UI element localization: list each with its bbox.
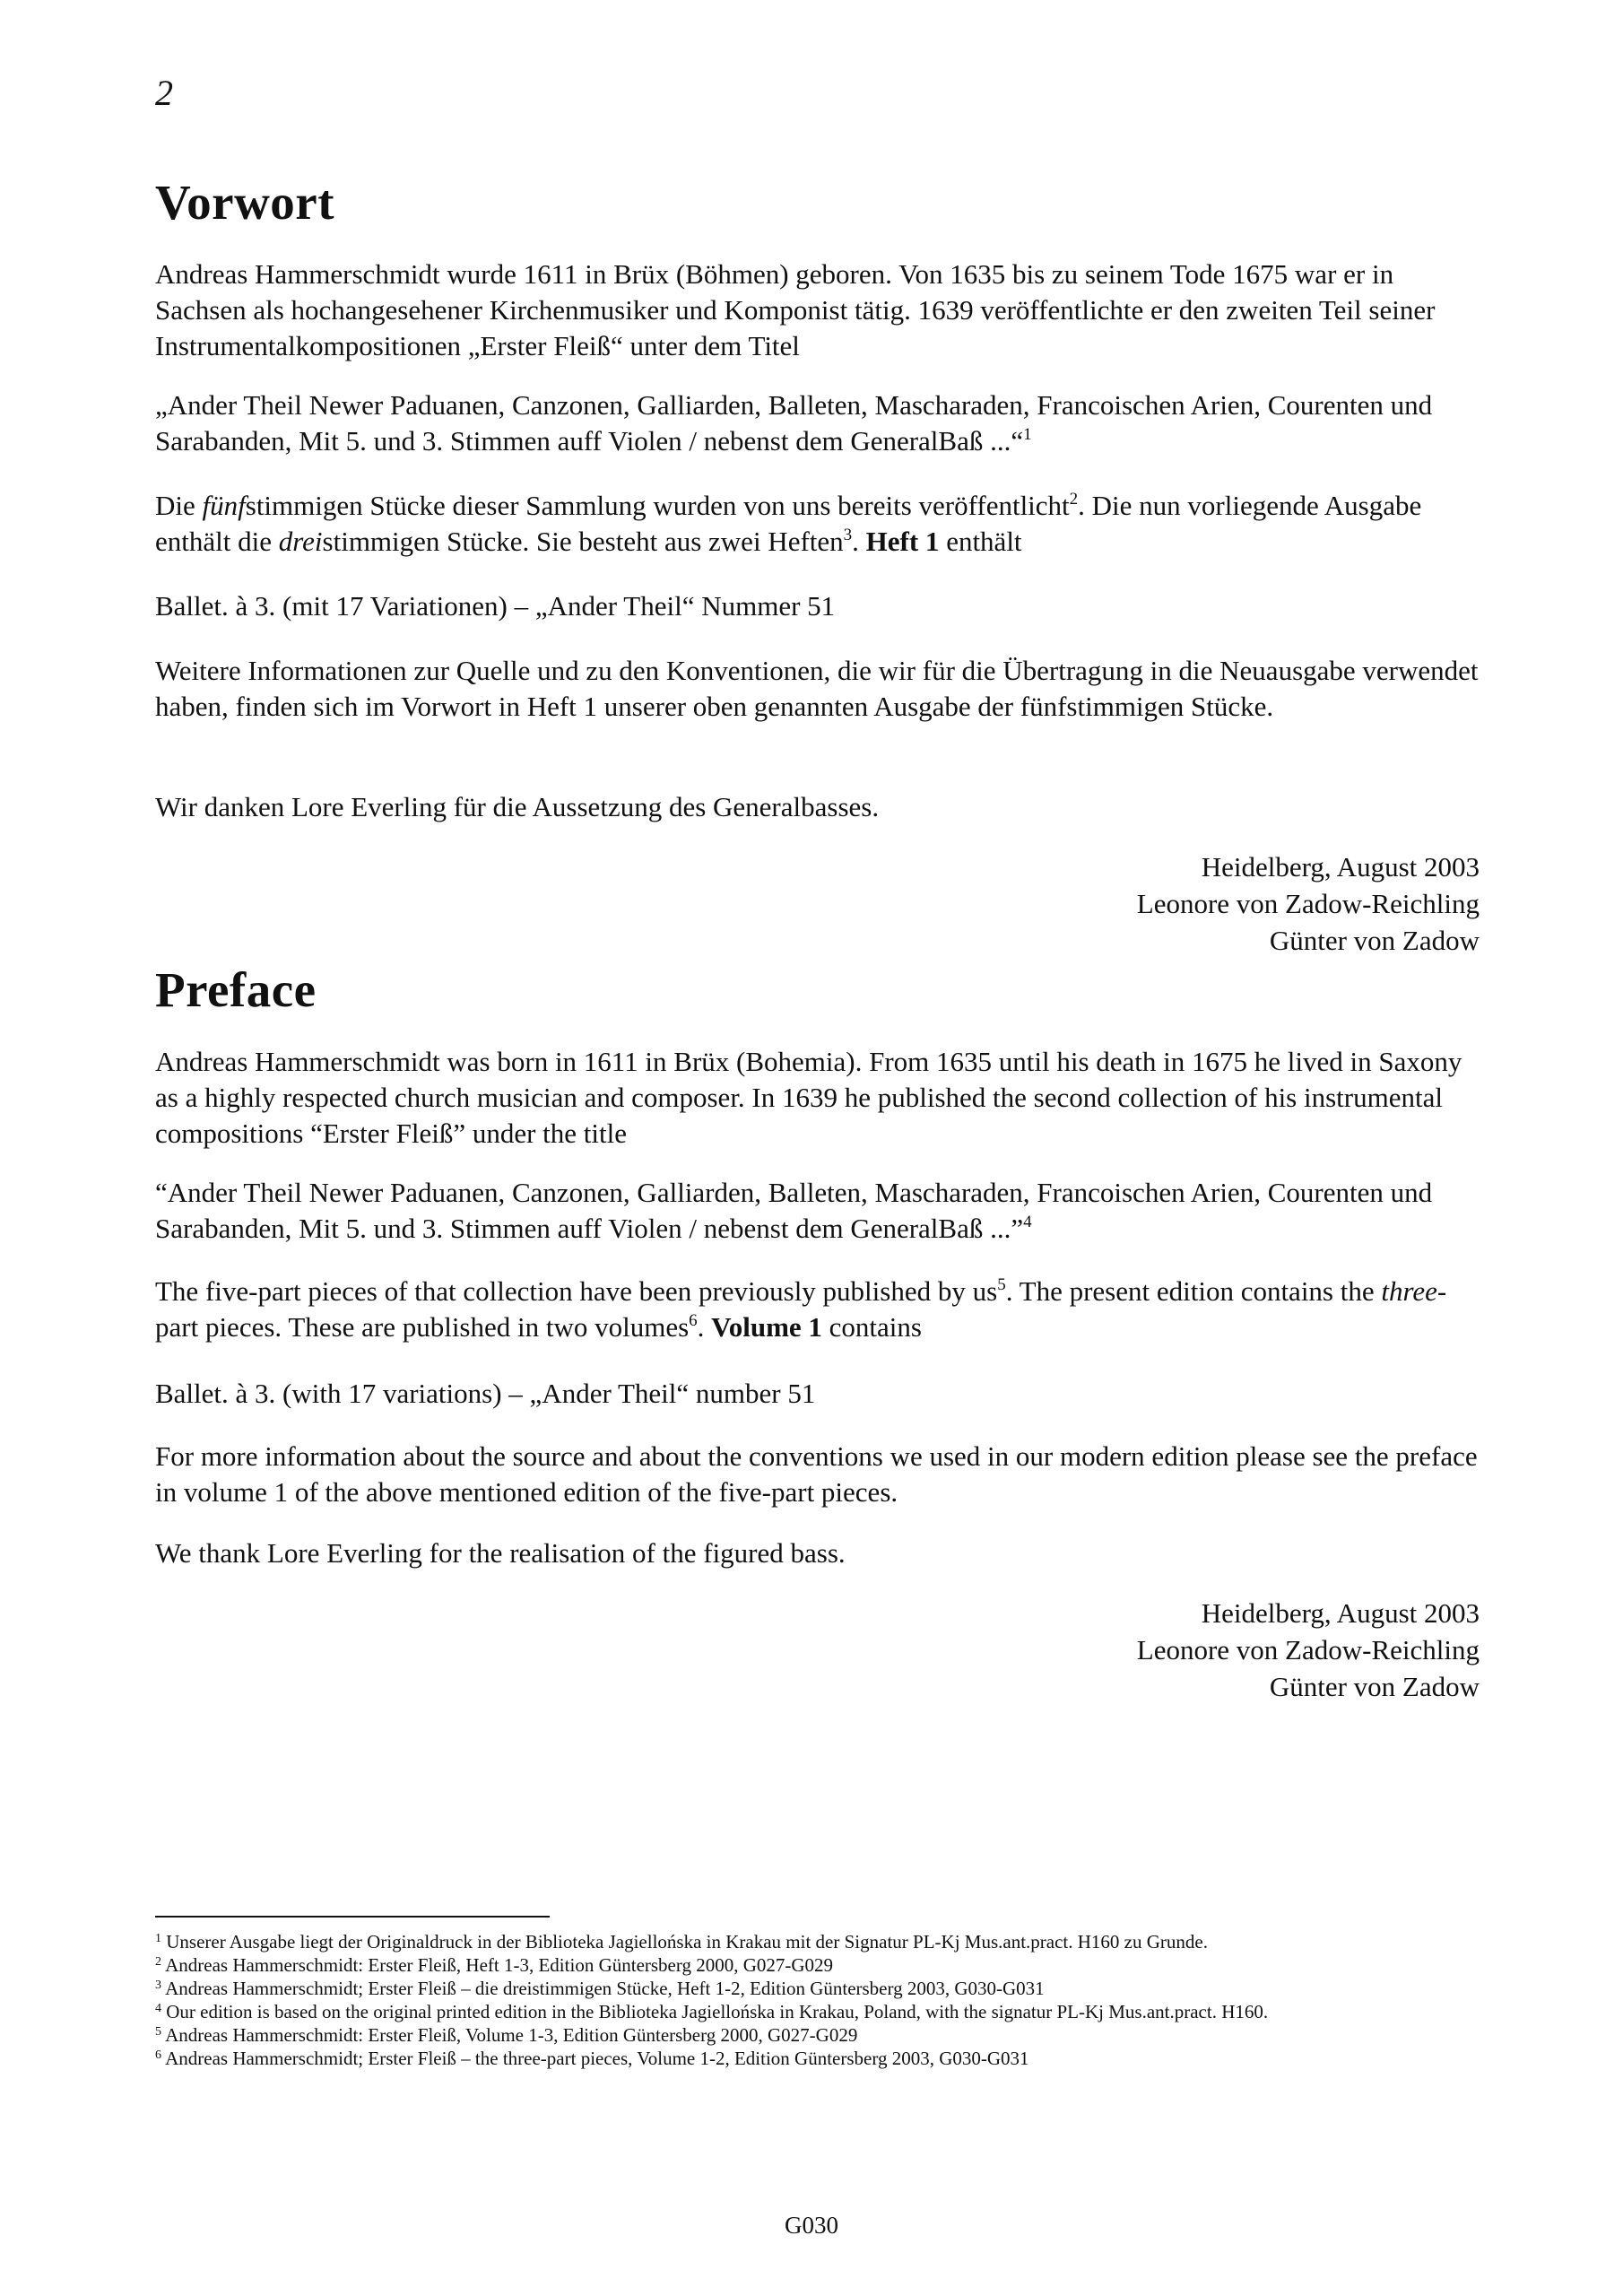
footnote-text: Our edition is based on the original printed edition in the Biblioteka Jagiellońska in Krakau, Poland, with the signatur PL-Kj Mus.ant.pract. H160. (166, 2001, 1269, 2022)
footnote-separator (155, 1916, 550, 1918)
page-number: 2 (155, 73, 173, 113)
footnote-number: 3 (155, 1979, 161, 1992)
vorwort-signature (852, 848, 1480, 959)
signature-name-1: Leonore von Zadow-Reichling (1136, 1634, 1480, 1665)
footnote-number: 2 (155, 1955, 161, 1969)
footnote-number: 5 (155, 2025, 161, 2039)
footnote-item (155, 2023, 1473, 2047)
footnote-text: Andreas Hammerschmidt: Erster Fleiß, Volume 1-3, Edition Güntersberg 2000, G027-G029 (165, 2024, 858, 2046)
footnote-item (155, 1977, 1473, 2000)
preface-paragraph-4: Ballet. à 3. (with 17 variations) – „Ander Theil“ number 51 (155, 1378, 816, 1409)
vorwort-heading: Vorwort (155, 175, 335, 230)
footnote-item (155, 1953, 1473, 1977)
vorwort-title-quote-text: „Ander Theil Newer Paduanen, Canzonen, Galliarden, Balleten, Mascharaden, Francoischen Arien, Courenten und Sarabanden, Mit 5. und 3. Stimmen auff Violen / nebenst dem GeneralBaß ...“ (155, 389, 1433, 457)
footnote-number: 1 (155, 1932, 161, 1945)
footnote-ref-3: 3 (843, 526, 853, 544)
preface-heading: Preface (155, 962, 317, 1017)
emphasis-drei: drei (278, 526, 323, 557)
signature-name-1: Leonore von Zadow-Reichling (1136, 888, 1480, 919)
preface-paragraph-5: For more information about the source and about the conventions we used in our modern edition please see the preface in volume 1 of the above mentioned edition of the five-part pieces. (155, 1440, 1478, 1508)
preface-signature (852, 1595, 1480, 1705)
footnote-ref-2: 2 (1069, 490, 1079, 509)
vorwort-title-quote (155, 387, 1482, 459)
footnote-ref-4: 4 (1023, 1213, 1032, 1231)
vorwort-paragraph-3: Die fünfstimmigen Stücke dieser Sammlung wurden von uns bereits veröffentlicht$^2$. Die nun vorliegende Ausgabe enthält die dreistimmigen Stücke. Sie besteht aus zwei Heften$^3$. Heft 1 enthält (155, 490, 1422, 557)
signature-name-2: Günter von Zadow (1269, 1671, 1480, 1702)
emphasis-three: three (1381, 1275, 1437, 1307)
emphasis-fuenf: fünf (202, 490, 246, 521)
vorwort-paragraph-1: Andreas Hammerschmidt wurde 1611 in Brüx (Böhmen) geboren. Von 1635 bis zu seinem Tode 1675 war er in Sachsen als hochangesehener Kirchenmusiker und Komponist tätig. 1639 veröffentlichte er den zweiten Teil seiner Instrumentalkompositionen „Erster Fleiß“ unter dem Titel (155, 258, 1436, 361)
footnote-item (155, 2047, 1473, 2070)
vorwort-paragraph-6: Wir danken Lore Everling für die Aussetzung des Generalbasses. (155, 791, 880, 822)
preface-paragraph-6: We thank Lore Everling for the realisation of the figured bass. (155, 1537, 846, 1569)
edition-code: G030 (785, 2212, 838, 2239)
signature-name-2: Günter von Zadow (1269, 925, 1480, 956)
footnote-text: Unserer Ausgabe liegt der Originaldruck in der Biblioteka Jagiellońska in Krakau mit der Signatur PL-Kj Mus.ant.pract. H160 zu Grunde. (166, 1931, 1208, 1952)
preface-paragraph-3: The five-part pieces of that collection have been previously published by $us^5$. The present edition contains the three-part pieces. These are published in two volumes$^6$. Volume 1 contains (155, 1275, 1447, 1343)
footnote-item (155, 1930, 1473, 1953)
signature-place-date: Heidelberg, August 2003 (1201, 1597, 1480, 1629)
footnote-text: Andreas Hammerschmidt: Erster Fleiß, Heft 1-3, Edition Güntersberg 2000, G027-G029 (165, 1954, 834, 1976)
footnote-ref-6: 6 (689, 1311, 698, 1330)
vorwort-paragraph-5: Weitere Informationen zur Quelle und zu den Konventionen, die wir für die Übertragung in die Neuausgabe verwendet haben, finden sich im Vorwort in Heft 1 unserer oben genannten Ausgabe der fünfstimmigen Stücke. (155, 655, 1479, 722)
footnote-text: Andreas Hammerschmidt; Erster Fleiß – the three-part pieces, Volume 1-2, Edition Güntersberg 2003, G030-G031 (165, 2048, 1029, 2069)
vorwort-paragraph-4: Ballet. à 3. (mit 17 Variationen) – „Ander Theil“ Nummer 51 (155, 590, 836, 622)
footnote-ref-1: 1 (1023, 425, 1032, 444)
bold-volume-1: Volume 1 (711, 1311, 822, 1343)
footnote-item (155, 2000, 1473, 2023)
preface-title-quote (155, 1175, 1482, 1247)
footnote-number: 4 (155, 2002, 161, 2015)
footnote-text: Andreas Hammerschmidt; Erster Fleiß – die dreistimmigen Stücke, Heft 1-2, Edition Güntersberg 2003, G030-G031 (165, 1978, 1045, 1999)
signature-place-date: Heidelberg, August 2003 (1201, 851, 1480, 883)
footnotes (155, 1930, 1473, 2070)
preface-title-quote-text: “Ander Theil Newer Paduanen, Canzonen, Galliarden, Balleten, Mascharaden, Francoischen Arien, Courenten und Sarabanden, Mit 5. und 3. Stimmen auff Violen / nebenst dem GeneralBaß ...” (155, 1177, 1433, 1244)
footnote-number: 6 (155, 2048, 161, 2062)
footnote-ref-5: 5 (997, 1275, 1006, 1294)
bold-heft-1: Heft 1 (865, 526, 940, 557)
preface-paragraph-1: Andreas Hammerschmidt was born in 1611 in Brüx (Bohemia). From 1635 until his death in 1675 he lived in Saxony as a highly respected church musician and composer. In 1639 he published the second collection of his instrumental compositions “Erster Fleiß” under the title (155, 1046, 1462, 1149)
